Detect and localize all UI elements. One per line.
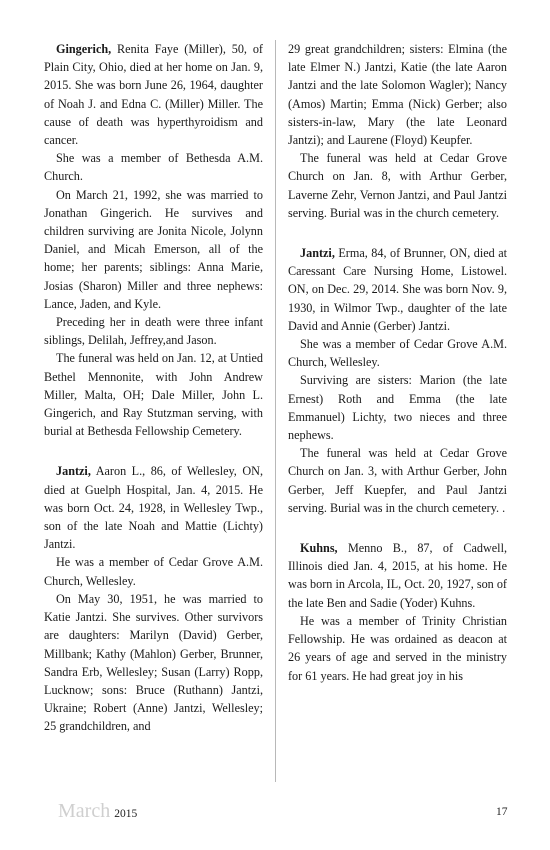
footer-year: 2015 bbox=[114, 808, 138, 820]
obituary-name: Kuhns, bbox=[300, 541, 338, 556]
obituary-paragraph: The funeral was held on Jan. 12, at Untied Bethel Mennonite, with John Andrew Miller, Malta, OH; Dale Miller, John L. Gingerich, and Ray Stutzman serving, with burial at Bethesda Fellowship Cemetery. bbox=[44, 351, 263, 439]
obituary-lead bbox=[288, 244, 507, 335]
obituary-paragraph: He was a member of Trinity Christian Fellowship. He was ordained as deacon at 26 years of age and served in the ministry for 61 years. He had great joy in his bbox=[288, 613, 507, 683]
obituary-name: Jantzi, bbox=[56, 464, 91, 479]
obituary-jantzi-aaron-continued bbox=[288, 40, 507, 222]
right-column bbox=[288, 40, 507, 685]
obituary-paragraph: 29 great grandchildren; sisters: Elmina (the late Elmer N.) Jantzi, Katie (the late Aaron Jantzi and the late Solomon Wagler); Nancy (Amos) Martin; Emma (Nick) Gerber; also sisters-in-law, Mary (the late Leonard Jantzi); and Laurene (Floyd) Keupfer. bbox=[288, 42, 507, 148]
obituary-text: Renita Faye (Miller), 50, of Plain City, Ohio, died at her home on Jan. 9, 2015. She was born June 26, 1964, daughter of Noah J. and Edna C. (Miller) Miller. The cause of death was hyperthyroidism and cancer. bbox=[44, 42, 263, 148]
obituary-lead bbox=[44, 40, 263, 149]
obituary-text: Erma, 84, of Brunner, ON, died at Caressant Care Nursing Home, Listowel. ON, on Dec. 29, 2014. She was born Nov. 9, 1930, in Wilmor Twp., daughter of the late David and Annie (Gerber) Jantzi. bbox=[288, 246, 508, 333]
obituary-lead bbox=[288, 539, 507, 612]
obituary-paragraph: Preceding her in death were three infant siblings, Delilah, Jeffrey,and Jason. bbox=[44, 315, 263, 348]
obituary-paragraph: On May 30, 1951, he was married to Katie Jantzi. She survives. Other survivors are daughters: Marilyn (David) Gerber, Millbank; Kathy (Mahlon) Gerber, Brunner, Sandra Erb, Wellesley; Susan (Larry) Ropp, Lucknow; sons: Bruce (Ruthann) Jantzi, Ukraine; Robert (Anne) Jantzi, Wellesley; 25 grandchildren, and bbox=[44, 591, 263, 734]
obituary-paragraph: The funeral was held at Cedar Grove Church on Jan. 8, with Arthur Gerber, Laverne Zehr, Vernon Jantzi, and Paul Jantzi serving. Burial was in the church cemetery. bbox=[288, 151, 507, 220]
obituary-text: Aaron L., 86, of Wellesley, ON, died at Guelph Hospital, Jan. 4, 2015. He was born Oct. 24, 1928, in Wellesley Twp., son of the late Noah and Mattie (Lichty) Jantzi. bbox=[44, 464, 263, 552]
obituary-paragraph: Surviving are sisters: Marion (the late Ernest) Roth and Emma (the late Emmanuel) Lichty, two nieces and three nephews. bbox=[288, 373, 507, 443]
obituary-text: Menno B., 87, of Cadwell, Illinois died Jan. 4, 2015, at his home. He was born in Arcola, IL, Oct. 20, 1927, son of the late Ben and Sadie (Yoder) Kuhns. bbox=[288, 541, 507, 610]
obituary-lead bbox=[44, 462, 263, 553]
obituary-gingerich bbox=[44, 40, 263, 440]
obituary-paragraph: On March 21, 1992, she was married to Jonathan Gingerich. He survives and children surviving are Jonita Nicole, Jolynn Daniel, and Micah Emerson, all of the home; her parents; siblings: Anna Marie, Josias (Sharon) Miller and three nephews: Lance, Jaden, and Kyle. bbox=[44, 187, 263, 311]
obituary-name: Jantzi, bbox=[300, 246, 335, 261]
obituary-paragraph: The funeral was held at Cedar Grove Church on Jan. 3, with Arthur Gerber, John Gerber, Jeff Kuepfer, and Paul Jantzi serving. Burial was in the church cemetery. . bbox=[288, 446, 507, 515]
obituary-paragraph: He was a member of Cedar Grove A.M. Church, Wellesley. bbox=[44, 555, 263, 588]
obituary-kuhns bbox=[288, 539, 507, 685]
obituary-jantzi-aaron bbox=[44, 462, 263, 735]
page-number: 17 bbox=[496, 806, 508, 818]
obituary-jantzi-erma bbox=[288, 244, 507, 517]
obituary-paragraph: She was a member of Bethesda A.M. Church. bbox=[44, 151, 263, 184]
obituary-name: Gingerich, bbox=[56, 42, 112, 56]
obituary-paragraph: She was a member of Cedar Grove A.M. Church, Wellesley. bbox=[288, 337, 507, 370]
column-divider bbox=[275, 40, 276, 782]
footer-month: March bbox=[58, 800, 111, 822]
footer-issue bbox=[58, 800, 137, 823]
left-column bbox=[44, 40, 263, 736]
